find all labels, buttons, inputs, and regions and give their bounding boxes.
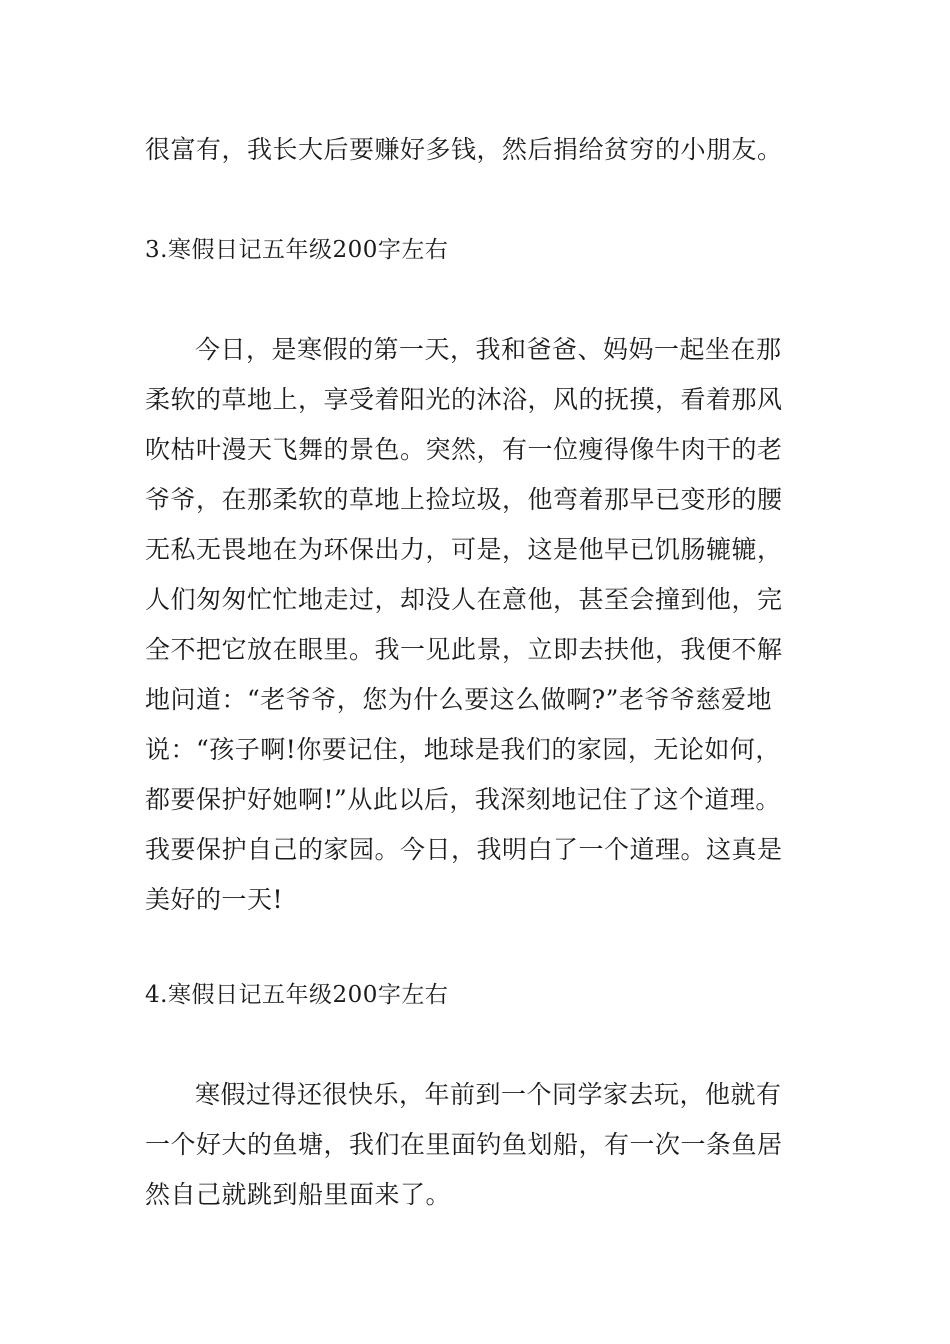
paragraph-line: 地问道：“老爷爷，您为什么要这么做啊?”老爷爷慈爱地	[145, 685, 772, 714]
paragraph-line: 无私无畏地在为环保出力，可是，这是他早已饥肠辘辘，	[145, 535, 783, 564]
section-heading-3: 3.寒假日记五年级200字左右	[145, 237, 449, 263]
paragraph-line: 柔软的草地上，享受着阳光的沐浴，风的抚摸，看着那风	[145, 385, 783, 414]
paragraph-line: 然自己就跳到船里面来了。	[145, 1180, 452, 1209]
paragraph-line: 今日，是寒假的第一天，我和爸爸、妈妈一起坐在那	[195, 335, 782, 364]
paragraph-line: 爷爷，在那柔软的草地上捡垃圾，他弯着那早已变形的腰	[145, 485, 783, 514]
paragraph-line: 吹枯叶漫天飞舞的景色。突然，有一位瘦得像牛肉干的老	[145, 435, 783, 464]
paragraph-line: 很富有，我长大后要赚好多钱，然后捐给贫穷的小朋友。	[145, 135, 783, 164]
paragraph-line: 全不把它放在眼里。我一见此景，立即去扶他，我便不解	[145, 635, 783, 664]
paragraph-line: 美好的一天!	[145, 885, 284, 914]
section-heading-4: 4.寒假日记五年级200字左右	[145, 982, 449, 1008]
paragraph-line: 都要保护好她啊!”从此以后，我深刻地记住了这个道理。	[145, 785, 781, 814]
paragraph-line: 人们匆匆忙忙地走过，却没人在意他，甚至会撞到他，完	[145, 585, 783, 614]
paragraph-line: 我要保护自己的家园。今日，我明白了一个道理。这真是	[145, 835, 783, 864]
paragraph-line: 一个好大的鱼塘，我们在里面钓鱼划船，有一次一条鱼居	[145, 1130, 783, 1159]
paragraph-line: 说：“孩子啊!你要记住，地球是我们的家园，无论如何，	[145, 735, 781, 764]
paragraph-line: 寒假过得还很快乐，年前到一个同学家去玩，他就有	[195, 1080, 782, 1109]
